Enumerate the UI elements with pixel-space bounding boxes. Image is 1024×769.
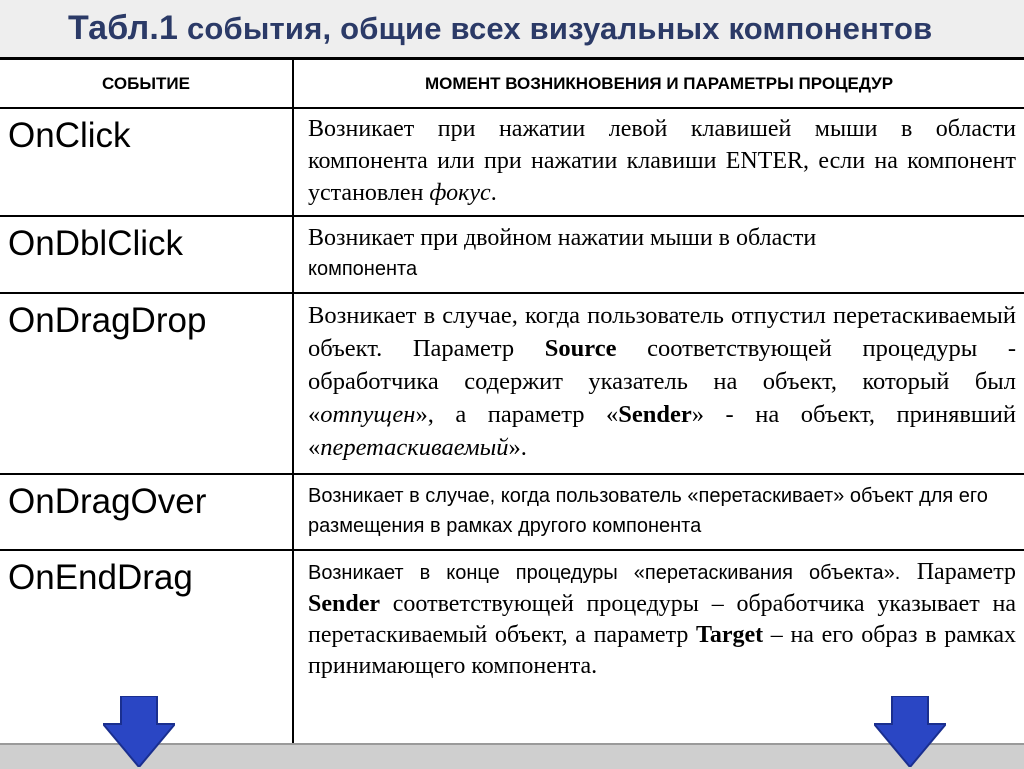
- desc-italic: фокус: [429, 180, 491, 206]
- event-description: Возникает в случае, когда пользователь «перетаскивает» объект для его размещения в рамках другого компонента: [293, 474, 1024, 550]
- table-row: [0, 293, 1024, 474]
- desc-italic: перетаскиваемый: [320, 434, 509, 461]
- desc-text: .: [490, 180, 497, 206]
- desc-text: Возникает в случае, когда пользователь отпустил перетаскиваемый объект. Параметр: [308, 302, 1016, 362]
- event-name: OnClick: [0, 108, 293, 216]
- event-name: OnDragOver: [0, 474, 293, 550]
- desc-text: Возникает при нажатии левой клавишей мыши в области компонента или при нажатии клавиши ENTER, если на компонент установлен: [308, 116, 1016, 206]
- header-description: МОМЕНТ ВОЗНИКНОВЕНИЯ И ПАРАМЕТРЫ ПРОЦЕДУР: [293, 59, 1024, 109]
- event-name: OnDblClick: [0, 216, 293, 293]
- desc-text: соответствующей процедуры - обработчика содержит указатель на объект, который был «: [308, 335, 1016, 428]
- desc-text: Параметр: [900, 559, 1016, 585]
- desc-text: компонента: [308, 258, 418, 280]
- down-arrow-icon[interactable]: [874, 696, 946, 767]
- desc-italic: отпущен: [320, 401, 416, 428]
- table-header-row: [0, 59, 1024, 109]
- desc-bold: Target: [696, 622, 764, 648]
- header-event: СОБЫТИЕ: [0, 59, 293, 109]
- desc-bold: Source: [544, 335, 617, 362]
- desc-bold: Sender: [308, 591, 380, 617]
- title-prefix: Табл.1: [68, 9, 179, 47]
- desc-text: », а параметр «: [415, 401, 619, 428]
- title-bar: [0, 0, 1024, 57]
- desc-text: » - на объект, принявший «: [308, 401, 1017, 461]
- desc-bold: Sender: [618, 401, 692, 428]
- event-description: [293, 108, 1024, 216]
- desc-text: Возникает в конце процедуры «перетаскивания объекта».: [308, 562, 901, 584]
- event-name: OnEndDrag: [0, 550, 293, 750]
- event-name: OnDragDrop: [0, 293, 293, 474]
- desc-text: соответствующей процедуры – обработчика указывает на перетаскиваемый объект, а параметр: [308, 591, 1016, 648]
- desc-text: ».: [508, 434, 527, 461]
- table-row: [0, 108, 1024, 216]
- title-text: события, общие всех визуальных компонентов: [178, 11, 933, 46]
- table-row: [0, 216, 1024, 293]
- event-description: [293, 293, 1024, 474]
- table-row: [0, 474, 1024, 550]
- desc-text: – на его образ в рамках принимающего компонента.: [308, 622, 1016, 679]
- events-table: [0, 57, 1024, 751]
- down-arrow-icon[interactable]: [103, 696, 175, 767]
- event-description: [293, 216, 1024, 293]
- page-title: [68, 9, 932, 48]
- desc-text: Возникает при двойном нажатии мыши в области: [308, 225, 817, 251]
